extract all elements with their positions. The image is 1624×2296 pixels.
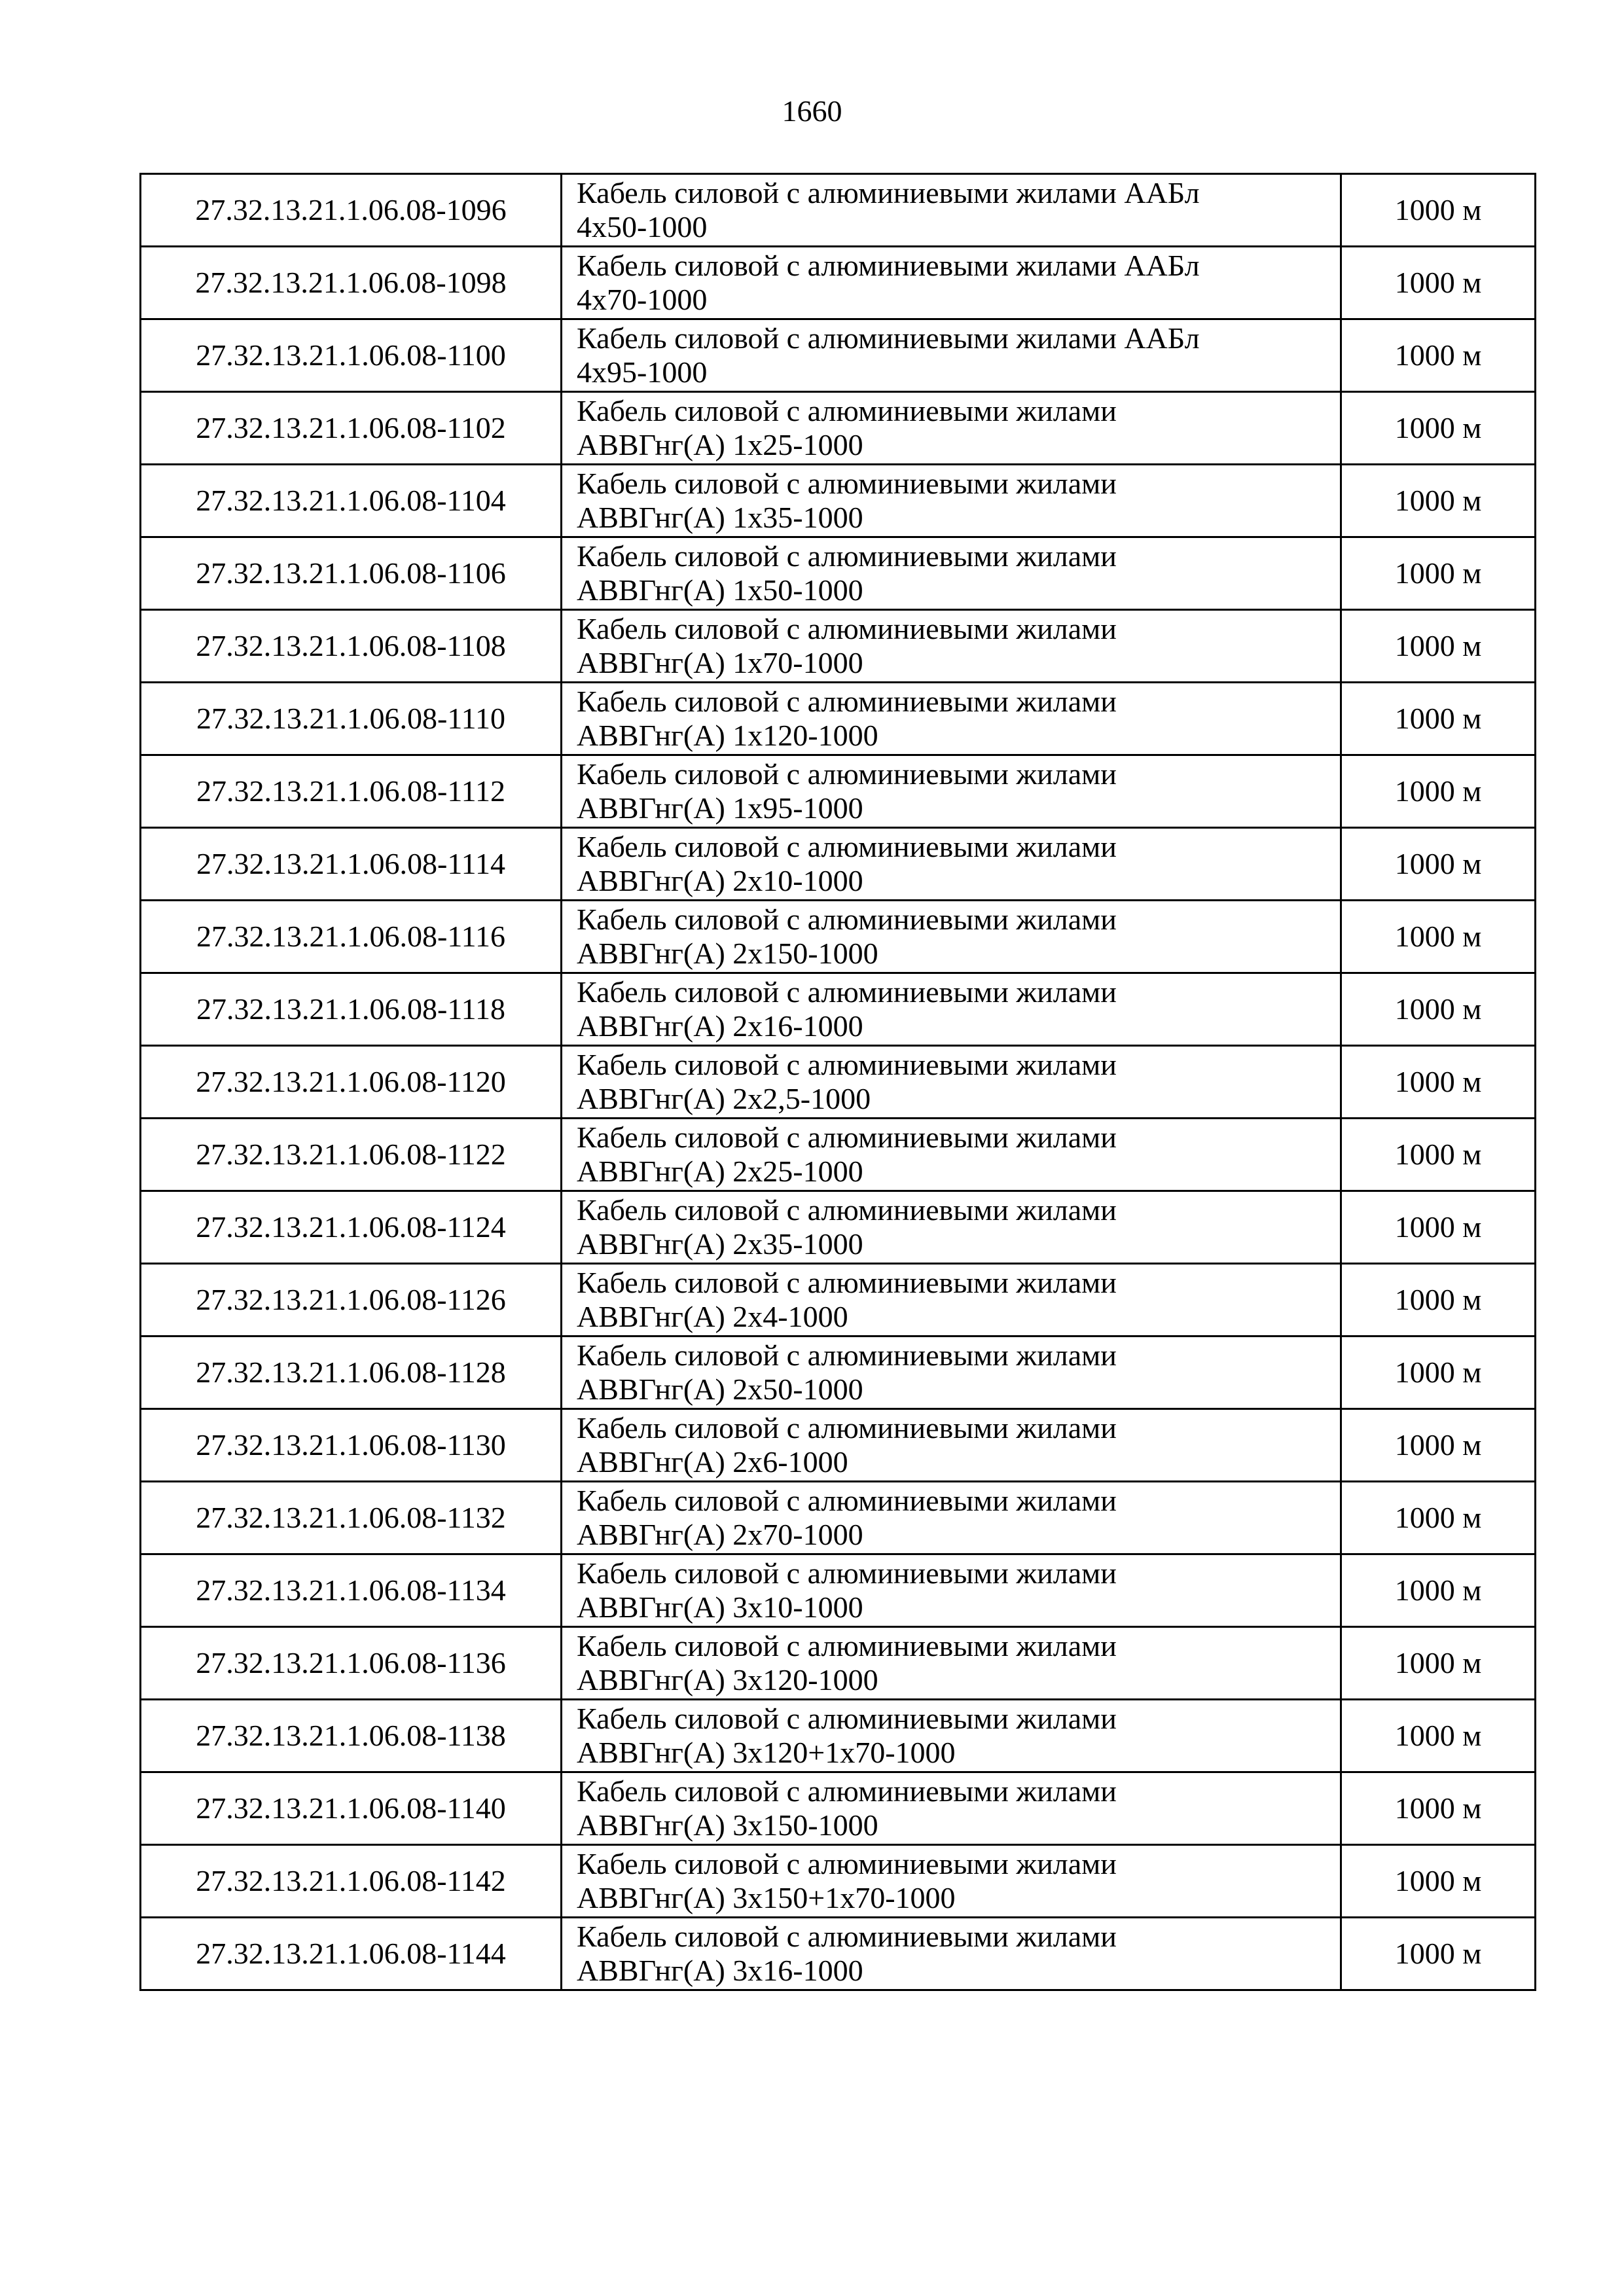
table-row [141, 247, 1536, 319]
resource-name-line-2: 4х50-1000 [577, 210, 708, 243]
resource-code-cell: 27.32.13.21.1.06.08-1100 [141, 319, 562, 392]
unit-cell: 1000 м [1341, 610, 1536, 683]
table-row [141, 319, 1536, 392]
table-row [141, 683, 1536, 755]
resource-name-line-1: Кабель силовой с алюминиевыми жилами [577, 1338, 1117, 1372]
resource-code-cell: 27.32.13.21.1.06.08-1144 [141, 1918, 562, 1990]
resource-name-line-1: Кабель силовой с алюминиевыми жилами [577, 1702, 1117, 1735]
resource-name-line-1: Кабель силовой с алюминиевыми жилами [577, 830, 1117, 863]
resource-name-line-1: Кабель силовой с алюминиевыми жилами [577, 1266, 1117, 1299]
table-row [141, 1119, 1536, 1191]
resource-code-cell: 27.32.13.21.1.06.08-1114 [141, 828, 562, 901]
resource-code-cell: 27.32.13.21.1.06.08-1132 [141, 1482, 562, 1554]
resource-name-cell [562, 1918, 1341, 1990]
resource-name-cell [562, 973, 1341, 1046]
unit-cell: 1000 м [1341, 1046, 1536, 1119]
resource-name-line-1: Кабель силовой с алюминиевыми жилами ААБл [577, 176, 1200, 209]
resource-name-cell [562, 247, 1341, 319]
table-row [141, 1191, 1536, 1264]
resource-name-line-2: АВВГнг(А) 2х50-1000 [577, 1372, 863, 1406]
resource-name-line-1: Кабель силовой с алюминиевыми жилами [577, 1629, 1117, 1662]
resource-code-cell: 27.32.13.21.1.06.08-1140 [141, 1772, 562, 1845]
resource-code-cell: 27.32.13.21.1.06.08-1098 [141, 247, 562, 319]
resource-name-line-2: АВВГнг(А) 1х35-1000 [577, 501, 863, 534]
unit-cell: 1000 м [1341, 1482, 1536, 1554]
table-row [141, 1845, 1536, 1918]
resource-name-cell [562, 1046, 1341, 1119]
unit-cell: 1000 м [1341, 465, 1536, 537]
resource-code-cell: 27.32.13.21.1.06.08-1124 [141, 1191, 562, 1264]
resource-name-line-2: 4х70-1000 [577, 283, 708, 316]
unit-cell: 1000 м [1341, 755, 1536, 828]
unit-cell: 1000 м [1341, 1336, 1536, 1409]
unit-cell: 1000 м [1341, 247, 1536, 319]
resource-name-line-1: Кабель силовой с алюминиевыми жилами [577, 539, 1117, 573]
resource-name-line-1: Кабель силовой с алюминиевыми жилами [577, 1774, 1117, 1808]
unit-cell: 1000 м [1341, 1554, 1536, 1627]
table-row [141, 465, 1536, 537]
resource-name-cell [562, 1409, 1341, 1482]
unit-cell: 1000 м [1341, 1191, 1536, 1264]
resource-name-line-2: АВВГнг(А) 1х50-1000 [577, 573, 863, 607]
unit-cell: 1000 м [1341, 1700, 1536, 1772]
page-number: 1660 [782, 94, 842, 128]
resource-name-line-2: АВВГнг(А) 3х120+1х70-1000 [577, 1736, 956, 1769]
resource-code-cell: 27.32.13.21.1.06.08-1130 [141, 1409, 562, 1482]
resource-name-cell [562, 755, 1341, 828]
resource-name-line-1: Кабель силовой с алюминиевыми жилами ААБл [577, 321, 1200, 355]
table-row [141, 392, 1536, 465]
unit-cell: 1000 м [1341, 392, 1536, 465]
resource-name-line-1: Кабель силовой с алюминиевыми жилами [577, 1193, 1117, 1227]
table-row [141, 901, 1536, 973]
resource-code-cell: 27.32.13.21.1.06.08-1116 [141, 901, 562, 973]
table-row [141, 1772, 1536, 1845]
resource-name-line-1: Кабель силовой с алюминиевыми жилами [577, 1484, 1117, 1517]
unit-cell: 1000 м [1341, 1845, 1536, 1918]
resource-name-line-2: АВВГнг(А) 3х150+1х70-1000 [577, 1881, 956, 1914]
resource-name-cell [562, 1482, 1341, 1554]
table-row [141, 828, 1536, 901]
unit-cell: 1000 м [1341, 1918, 1536, 1990]
resource-table-body [141, 174, 1536, 1990]
table-row [141, 1918, 1536, 1990]
table-row [141, 537, 1536, 610]
resource-name-cell [562, 1845, 1341, 1918]
resource-code-cell: 27.32.13.21.1.06.08-1120 [141, 1046, 562, 1119]
table-row [141, 174, 1536, 247]
resource-name-line-2: АВВГнг(А) 2х35-1000 [577, 1227, 863, 1261]
resource-name-cell [562, 174, 1341, 247]
resource-name-line-2: АВВГнг(А) 3х16-1000 [577, 1954, 863, 1987]
resource-name-line-2: АВВГнг(А) 3х10-1000 [577, 1590, 863, 1624]
unit-cell: 1000 м [1341, 1264, 1536, 1336]
resource-name-cell [562, 465, 1341, 537]
resource-name-cell [562, 1772, 1341, 1845]
table-row [141, 1336, 1536, 1409]
table-row [141, 1046, 1536, 1119]
resource-name-cell [562, 1191, 1341, 1264]
table-row [141, 973, 1536, 1046]
resource-code-cell: 27.32.13.21.1.06.08-1136 [141, 1627, 562, 1700]
resource-code-cell: 27.32.13.21.1.06.08-1110 [141, 683, 562, 755]
table-row [141, 1554, 1536, 1627]
unit-cell: 1000 м [1341, 828, 1536, 901]
resource-name-line-1: Кабель силовой с алюминиевыми жилами [577, 975, 1117, 1009]
resource-name-line-1: Кабель силовой с алюминиевыми жилами [577, 1121, 1117, 1154]
resource-name-cell [562, 1264, 1341, 1336]
table-row [141, 610, 1536, 683]
resource-name-line-1: Кабель силовой с алюминиевыми жилами ААБл [577, 249, 1200, 282]
unit-cell: 1000 м [1341, 537, 1536, 610]
unit-cell: 1000 м [1341, 1627, 1536, 1700]
unit-cell: 1000 м [1341, 1772, 1536, 1845]
resource-code-cell: 27.32.13.21.1.06.08-1106 [141, 537, 562, 610]
resource-name-line-2: АВВГнг(А) 2х2,5-1000 [577, 1082, 871, 1115]
resource-name-line-2: АВВГнг(А) 2х4-1000 [577, 1300, 848, 1333]
table-row [141, 1482, 1536, 1554]
resource-code-cell: 27.32.13.21.1.06.08-1138 [141, 1700, 562, 1772]
resource-name-line-2: 4х95-1000 [577, 355, 708, 389]
resource-name-line-2: АВВГнг(А) 1х120-1000 [577, 719, 878, 752]
table-row [141, 1627, 1536, 1700]
resource-code-cell: 27.32.13.21.1.06.08-1096 [141, 174, 562, 247]
unit-cell: 1000 м [1341, 319, 1536, 392]
resource-name-cell [562, 1554, 1341, 1627]
resource-name-line-2: АВВГнг(А) 1х70-1000 [577, 646, 863, 679]
resource-code-cell: 27.32.13.21.1.06.08-1104 [141, 465, 562, 537]
table-row [141, 755, 1536, 828]
resource-name-line-2: АВВГнг(А) 3х150-1000 [577, 1808, 878, 1842]
resource-table [139, 173, 1536, 1991]
resource-name-line-1: Кабель силовой с алюминиевыми жилами [577, 394, 1117, 427]
resource-name-cell [562, 828, 1341, 901]
resource-name-cell [562, 610, 1341, 683]
resource-code-cell: 27.32.13.21.1.06.08-1108 [141, 610, 562, 683]
resource-name-cell [562, 1336, 1341, 1409]
unit-cell: 1000 м [1341, 683, 1536, 755]
resource-name-line-1: Кабель силовой с алюминиевыми жилами [577, 612, 1117, 645]
resource-code-cell: 27.32.13.21.1.06.08-1142 [141, 1845, 562, 1918]
resource-name-line-1: Кабель силовой с алюминиевыми жилами [577, 1847, 1117, 1880]
resource-name-cell [562, 392, 1341, 465]
resource-name-line-2: АВВГнг(А) 2х10-1000 [577, 864, 863, 897]
resource-code-cell: 27.32.13.21.1.06.08-1134 [141, 1554, 562, 1627]
resource-name-line-1: Кабель силовой с алюминиевыми жилами [577, 757, 1117, 791]
resource-code-cell: 27.32.13.21.1.06.08-1112 [141, 755, 562, 828]
unit-cell: 1000 м [1341, 901, 1536, 973]
resource-name-cell [562, 1119, 1341, 1191]
resource-code-cell: 27.32.13.21.1.06.08-1118 [141, 973, 562, 1046]
table-row [141, 1700, 1536, 1772]
resource-name-line-2: АВВГнг(А) 2х16-1000 [577, 1009, 863, 1043]
resource-name-line-1: Кабель силовой с алюминиевыми жилами [577, 1920, 1117, 1953]
resource-name-cell [562, 1627, 1341, 1700]
unit-cell: 1000 м [1341, 1119, 1536, 1191]
resource-name-cell [562, 901, 1341, 973]
resource-code-cell: 27.32.13.21.1.06.08-1128 [141, 1336, 562, 1409]
resource-code-cell: 27.32.13.21.1.06.08-1126 [141, 1264, 562, 1336]
resource-name-line-1: Кабель силовой с алюминиевыми жилами [577, 903, 1117, 936]
resource-name-line-1: Кабель силовой с алюминиевыми жилами [577, 467, 1117, 500]
resource-code-cell: 27.32.13.21.1.06.08-1102 [141, 392, 562, 465]
resource-name-line-2: АВВГнг(А) 2х70-1000 [577, 1518, 863, 1551]
resource-name-cell [562, 319, 1341, 392]
table-row [141, 1264, 1536, 1336]
resource-name-line-1: Кабель силовой с алюминиевыми жилами [577, 1411, 1117, 1444]
resource-name-line-2: АВВГнг(А) 2х25-1000 [577, 1155, 863, 1188]
resource-name-line-2: АВВГнг(А) 1х25-1000 [577, 428, 863, 461]
resource-name-cell [562, 1700, 1341, 1772]
resource-name-line-2: АВВГнг(А) 3х120-1000 [577, 1663, 878, 1696]
table-row [141, 1409, 1536, 1482]
resource-name-line-1: Кабель силовой с алюминиевыми жилами [577, 1556, 1117, 1590]
resource-name-line-2: АВВГнг(А) 2х6-1000 [577, 1445, 848, 1479]
resource-code-cell: 27.32.13.21.1.06.08-1122 [141, 1119, 562, 1191]
resource-name-cell [562, 537, 1341, 610]
resource-name-line-1: Кабель силовой с алюминиевыми жилами [577, 1048, 1117, 1081]
resource-name-line-2: АВВГнг(А) 2х150-1000 [577, 937, 878, 970]
resource-name-cell [562, 683, 1341, 755]
unit-cell: 1000 м [1341, 1409, 1536, 1482]
unit-cell: 1000 м [1341, 973, 1536, 1046]
unit-cell: 1000 м [1341, 174, 1536, 247]
resource-name-line-1: Кабель силовой с алюминиевыми жилами [577, 685, 1117, 718]
resource-name-line-2: АВВГнг(А) 1х95-1000 [577, 791, 863, 825]
